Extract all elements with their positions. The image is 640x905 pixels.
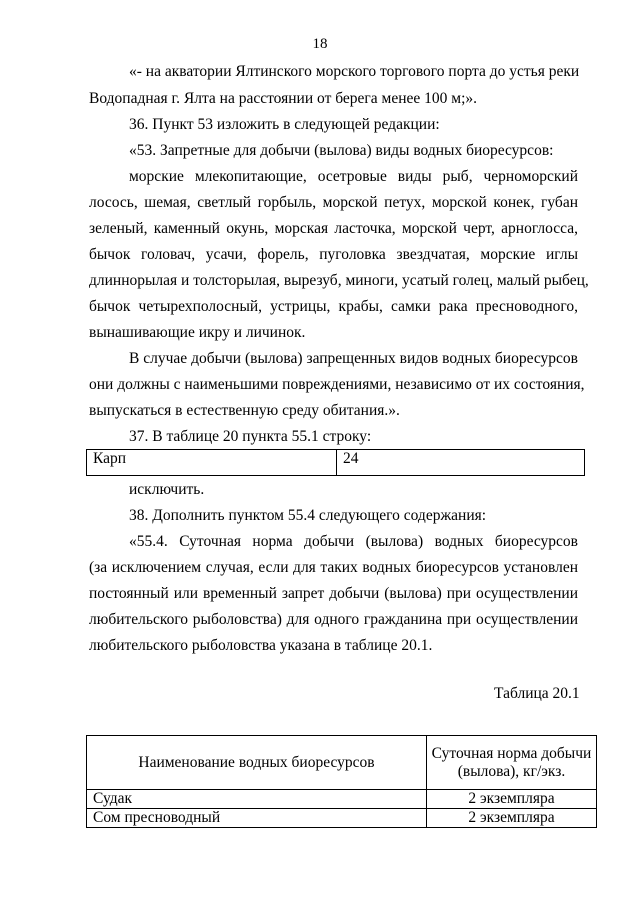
text-line: 37. В таблице 20 пункта 55.1 строку: [129, 428, 372, 445]
text-line: «55.4. Суточная норма добычи (вылова) водных биоресурсов [129, 533, 578, 550]
text-line: постоянный или временный запрет добычи (вылова) при осуществлении [89, 585, 578, 602]
table-cell-value: 24 [337, 450, 585, 476]
table-cell-value: 2 экземпляра [427, 790, 597, 809]
table-header-row [87, 736, 597, 790]
header-norm [427, 736, 597, 790]
text-line: любительского рыболовства) для одного гражданина при осуществлении [89, 611, 578, 628]
text-line: Водопадная г. Ялта на расстоянии от берега менее 100 м;». [89, 90, 477, 107]
text-line: бычок головач, усачи, форель, пуголовка звездчатая, морские иглы [89, 246, 578, 263]
table-cell-name: Карп [87, 450, 337, 476]
text-line: исключить. [129, 481, 205, 498]
table-row [87, 450, 585, 476]
text-line: «- на акватории Ялтинского морского торгового порта до устья реки [129, 63, 580, 80]
text-line: «53. Запретные для добычи (вылова) виды водных биоресурсов: [129, 142, 554, 159]
table-cell-name: Судак [87, 790, 427, 809]
text-line: вынашивающие икру и личинок. [89, 324, 306, 341]
table-row [87, 790, 597, 809]
text-line: длиннорылая и толсторылая, вырезуб, миноги, усатый голец, малый рыбец, [89, 272, 589, 289]
text-line: они должны с наименьшими повреждениями, независимо от их состояния, [89, 376, 585, 393]
text-line: морские млекопитающие, осетровые виды рыб, черноморский [129, 168, 578, 185]
text-line: 36. Пункт 53 изложить в следующей редакции: [129, 116, 440, 133]
table-cell-value: 2 экземпляра [427, 809, 597, 828]
table-cell-name: Сом пресноводный [87, 809, 427, 828]
table-caption: Таблица 20.1 [494, 685, 580, 702]
text-line: 38. Дополнить пунктом 55.4 следующего содержания: [129, 507, 487, 524]
text-line: любительского рыболовства указана в таблице 20.1. [89, 637, 433, 654]
header-name: Наименование водных биоресурсов [87, 736, 427, 790]
text-line: лосось, шемая, светлый горбыль, морской петух, морской конек, губан [89, 194, 578, 211]
page-number: 18 [312, 36, 328, 52]
header-norm-line2: (вылова), кг/экз. [457, 762, 566, 780]
header-norm-line1: Суточная норма добычи [431, 744, 592, 762]
removed-row-table [86, 449, 585, 476]
table-row [87, 809, 597, 828]
table-20-1 [86, 735, 597, 828]
text-line: (за исключением случая, если для таких водных биоресурсов установлен [89, 559, 578, 576]
text-line: В случае добычи (вылова) запрещенных видов водных биоресурсов [129, 350, 578, 367]
text-line: выпускаться в естественную среду обитания.». [89, 402, 400, 419]
text-line: зеленый, каменный окунь, морская ласточка, морской черт, арноглосса, [89, 220, 578, 237]
text-line: бычок четырехполосный, устрицы, крабы, самки рака пресноводного, [89, 298, 578, 315]
